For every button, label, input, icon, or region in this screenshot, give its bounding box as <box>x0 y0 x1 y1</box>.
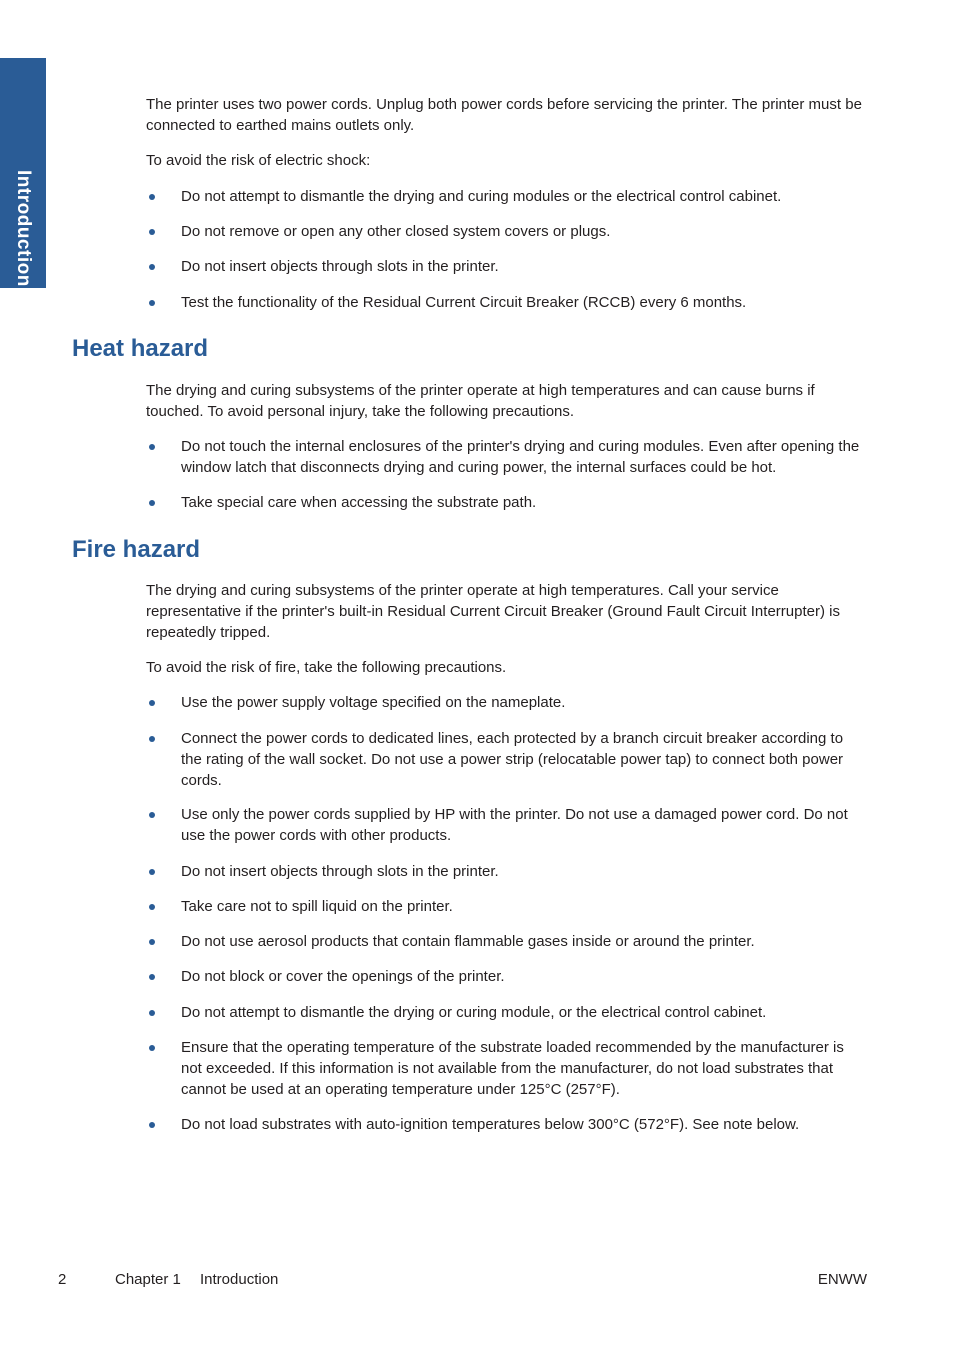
list-item-text: Connect the power cords to dedicated lines, each protected by a branch circuit breaker according to the rating of the wall socket. Do not use a power strip (relocatable power tap) to connect both power cords. <box>181 730 844 789</box>
bullet-icon <box>149 444 155 450</box>
bullet-icon <box>149 939 155 945</box>
list-item-text: Test the functionality of the Residual Current Circuit Breaker (RCCB) every 6 months. <box>181 294 747 311</box>
list-item <box>146 436 868 478</box>
chapter-side-tab-label: Introduction <box>13 170 34 287</box>
footer-doc-code: ENWW <box>817 1271 867 1288</box>
list-item-text: Do not attempt to dismantle the drying or curing module, or the electrical control cabinet. <box>181 1004 767 1021</box>
list-item-text: Do not block or cover the openings of the printer. <box>181 968 505 985</box>
list-item-text: Do not insert objects through slots in the printer. <box>181 863 499 880</box>
list-item-text: Do not insert objects through slots in the printer. <box>181 258 499 275</box>
list-item <box>146 966 868 987</box>
bullet-icon <box>149 1045 155 1051</box>
list-item-text: Do not attempt to dismantle the drying and curing modules or the electrical control cabinet. <box>181 188 782 205</box>
list-item-text: Do not remove or open any other closed system covers or plugs. <box>181 223 611 240</box>
list-item <box>146 256 868 277</box>
list-item <box>146 804 868 846</box>
bullet-icon <box>149 869 155 875</box>
bullet-icon <box>149 700 155 706</box>
page-number: 2 <box>58 1271 67 1288</box>
bullet-icon <box>149 264 155 270</box>
list-item-text: Take care not to spill liquid on the printer. <box>181 898 453 915</box>
bullet-icon <box>149 300 155 306</box>
fire-paragraph-1: The drying and curing subsystems of the printer operate at high temperatures. Call your service representative if the printer's built-in Residual Current Circuit Breaker (Ground Fault Circuit Interrupter) is repeatedly tripped. <box>146 582 840 641</box>
bullet-icon <box>149 1010 155 1016</box>
bullet-icon <box>149 500 155 506</box>
bullet-icon <box>149 194 155 200</box>
list-item <box>146 186 868 207</box>
fire-hazard-heading: Fire hazard <box>72 536 201 563</box>
list-item <box>146 692 868 713</box>
list-item <box>146 1114 868 1135</box>
list-item <box>146 221 868 242</box>
list-item <box>146 896 868 917</box>
bullet-icon <box>149 736 155 742</box>
heat-hazard-heading: Heat hazard <box>72 335 209 362</box>
list-item <box>146 861 868 882</box>
list-item <box>146 1037 868 1100</box>
chapter-side-tab <box>0 58 46 288</box>
list-item <box>146 728 868 791</box>
bullet-icon <box>149 229 155 235</box>
list-item <box>146 931 868 952</box>
list-item <box>146 492 868 513</box>
list-item <box>146 1002 868 1023</box>
bullet-icon <box>149 974 155 980</box>
heat-paragraph: The drying and curing subsystems of the printer operate at high temperatures and can cause burns if touched. To avoid personal injury, take the following precautions. <box>146 382 815 420</box>
bullet-icon <box>149 904 155 910</box>
list-item-text: Use the power supply voltage specified on the nameplate. <box>181 694 566 711</box>
bullet-icon <box>149 812 155 818</box>
list-item-text: Do not load substrates with auto-ignition temperatures below 300°C (572°F). See note below. <box>181 1116 800 1133</box>
list-item-text: Do not use aerosol products that contain flammable gases inside or around the printer. <box>181 933 755 950</box>
list-item-text: Do not touch the internal enclosures of the printer's drying and curing modules. Even after opening the window latch that disconnects drying and curing power, the internal surfaces could be hot. <box>181 438 860 476</box>
list-item <box>146 292 868 313</box>
list-item-text: Take special care when accessing the substrate path. <box>181 494 537 511</box>
list-item-text: Ensure that the operating temperature of the substrate loaded recommended by the manufacturer is not exceeded. If this information is not available from the manufacturer, do not load substrates that cannot be used at an operating temperature under 125°C (257°F). <box>181 1039 844 1098</box>
bullet-icon <box>149 1122 155 1128</box>
intro-paragraph-2: To avoid the risk of electric shock: <box>146 152 371 169</box>
fire-paragraph-2: To avoid the risk of fire, take the following precautions. <box>146 659 507 676</box>
footer-chapter-title: Introduction <box>200 1271 279 1288</box>
footer-chapter: Chapter 1 <box>115 1271 181 1288</box>
intro-paragraph-1: The printer uses two power cords. Unplug both power cords before servicing the printer. The printer must be connected to earthed mains outlets only. <box>146 96 862 134</box>
list-item-text: Use only the power cords supplied by HP with the printer. Do not use a damaged power cord. Do not use the power cords with other products. <box>181 806 848 844</box>
